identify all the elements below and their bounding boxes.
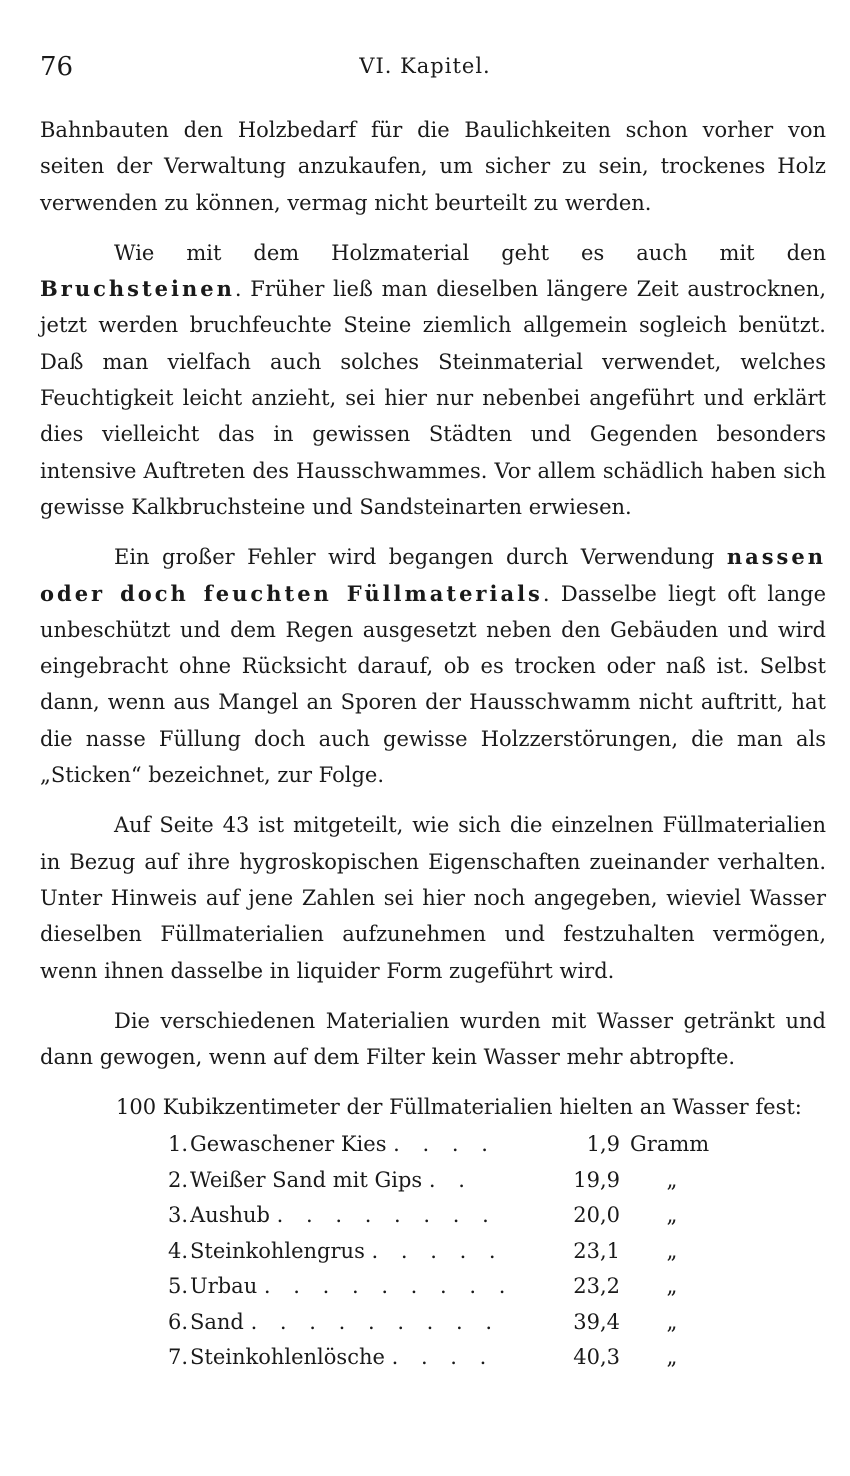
paragraph-3-start: Ein großer Fehler wird begangen durch Verwendung (114, 545, 727, 570)
paragraph-3-rest: . Dasselbe liegt oft lange unbeschützt und dem Regen ausgesetzt neben den Gebäuden und wird eingebracht ohne Rücksicht darauf, ob es trocken oder naß ist. Selbst dann, wenn aus Mangel an Sporen der Hausschwamm nicht auftritt, hat die nasse Füllung doch auch gewisse Holzzerstörungen, die man als „Sticken“ bezeichnet, zur Folge. (40, 581, 827, 788)
water-value: 23,1 (573, 1238, 620, 1263)
material-name: Aushub (190, 1203, 270, 1228)
table-row (40, 1269, 826, 1305)
leader-dots: . . . . (393, 1132, 496, 1157)
water-retention-table (40, 1127, 826, 1376)
row-number: 5. (167, 1274, 188, 1299)
unit-label: Gramm (630, 1132, 710, 1157)
row-number: 7. (167, 1345, 188, 1370)
ditto-mark: „ (666, 1274, 678, 1299)
material-name: Sand (190, 1309, 244, 1334)
table-row (40, 1340, 826, 1376)
ditto-mark: „ (666, 1345, 678, 1370)
table-row (40, 1234, 826, 1270)
paragraph-2-start: Wie mit dem Holzmaterial geht es auch mit den (114, 240, 826, 265)
row-number: 4. (167, 1238, 188, 1263)
paragraph-3 (40, 539, 826, 793)
paragraph-5: Die verschiedenen Materialien wurden mit Wasser getränkt und dann gewogen, wenn auf dem Filter kein Wasser mehr abtropfte. (40, 1008, 826, 1070)
emphasis-bruchsteinen: Bruchsteinen (40, 276, 235, 302)
emphasis-nassen-fuellmaterial: nassen oder doch feuchten Füllmaterials (40, 544, 826, 606)
leader-dots: . . . . (391, 1345, 495, 1370)
table-row (40, 1163, 826, 1199)
material-name: Urbau (190, 1274, 258, 1299)
material-name: Gewaschener Kies (190, 1132, 387, 1157)
paragraph-2 (40, 235, 826, 525)
paragraph-2-rest: . Früher ließ man dieselben längere Zeit austrocknen, jetzt werden bruchfeuchte Steine ziemlich allgemein sogleich benützt. Daß man vielfach auch solches Steinmaterial verwendet, welches Feuchtigkeit leicht anzieht, sei hier nur nebenbei angeführt und erklärt dies vielleicht das in gewissen Städten und Gegenden besonders intensive Auftreten des Hausschwammes. Vor allem schädlich haben sich gewisse Kalkbruchsteine und Sandsteinarten erwiesen. (40, 277, 826, 519)
table-row (40, 1305, 826, 1341)
ditto-mark: „ (666, 1238, 678, 1263)
water-value: 23,2 (573, 1274, 620, 1299)
row-number: 3. (167, 1203, 188, 1228)
ditto-mark: „ (666, 1167, 678, 1192)
row-number: 2. (167, 1167, 188, 1192)
ditto-mark: „ (666, 1203, 678, 1228)
water-value: 1,9 (586, 1132, 620, 1157)
page-body (40, 112, 826, 1376)
leader-dots: . . (428, 1167, 473, 1192)
paragraph-1: Bahnbauten den Holzbedarf für die Baulichkeiten schon vorher von seiten der Verwaltung anzukaufen, um sicher zu sein, trockenes Holz verwenden zu können, vermag nicht beurteilt zu werden. (40, 118, 826, 215)
leader-dots: . . . . . (371, 1238, 504, 1263)
row-number: 1. (167, 1132, 188, 1157)
ditto-mark: „ (666, 1309, 678, 1334)
water-value: 39,4 (573, 1309, 620, 1334)
water-value: 20,0 (573, 1203, 620, 1228)
water-value: 19,9 (573, 1167, 620, 1192)
table-row (40, 1198, 826, 1234)
water-value: 40,3 (573, 1345, 620, 1370)
page-header (40, 52, 810, 86)
leader-dots: . . . . . . . . . (250, 1309, 501, 1334)
running-title: VI. Kapitel. (359, 54, 491, 78)
table-row (40, 1127, 826, 1163)
leader-dots: . . . . . . . . (276, 1203, 497, 1228)
leader-dots: . . . . . . . . . (263, 1274, 514, 1299)
material-name: Weißer Sand mit Gips (190, 1167, 423, 1192)
page-number: 76 (40, 52, 74, 82)
material-name: Steinkohlenlösche (190, 1345, 385, 1370)
material-name: Steinkohlengrus (190, 1238, 365, 1263)
paragraph-4: Auf Seite 43 ist mitgeteilt, wie sich die einzelnen Füllmaterialien in Bezug auf ihre hygroskopischen Eigenschaften zueinander verhalten. Unter Hinweis auf jene Zahlen sei hier noch angegeben, wieviel Wasser dieselben Füllmaterialien aufzunehmen und festzuhalten vermögen, wenn ihnen dasselbe in liquider Form zugeführt wird. (40, 813, 826, 983)
row-number: 6. (167, 1309, 188, 1334)
table-caption: 100 Kubikzentimeter der Füllmaterialien hielten an Wasser fest: (116, 1095, 802, 1120)
